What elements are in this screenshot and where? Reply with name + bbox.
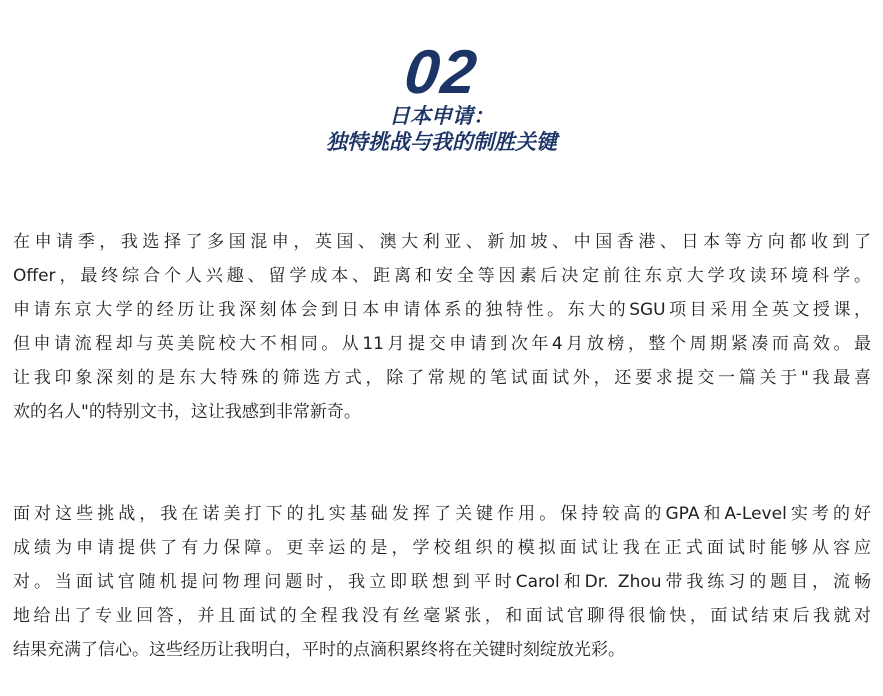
- paragraph-line: 在申请季，我选择了多国混申，英国、澳大利亚、新加坡、中国香港、日本等方向都收到了: [13, 232, 871, 252]
- paragraph-1: [13, 225, 871, 429]
- section-heading-line-2: 独特挑战与我的制胜关键: [326, 130, 557, 154]
- paragraph-line: 但申请流程却与英美院校大不相同。从11月提交申请到次年4月放榜，整个周期紧凑而高效。最: [13, 334, 871, 354]
- paragraph-line: 欢的名人"的特别文书，这让我感到非常新奇。: [13, 402, 361, 422]
- paragraph-line: Offer，最终综合个人兴趣、留学成本、距离和安全等因素后决定前往东京大学攻读环境科学。: [13, 266, 871, 286]
- paragraph-line: 结果充满了信心。这些经历让我明白，平时的点滴积累终将在关键时刻绽放光彩。: [13, 640, 625, 660]
- paragraph-line: 面对这些挑战，我在诺美打下的扎实基础发挥了关键作用。保持较高的GPA和A-Level实考的好: [13, 504, 871, 524]
- section-heading-line-1: 日本申请：: [389, 104, 494, 128]
- paragraph-line: 成绩为申请提供了有力保障。更幸运的是，学校组织的模拟面试让我在正式面试时能够从容应: [13, 538, 871, 558]
- paragraph-2: [13, 497, 871, 667]
- paragraph-line: 地给出了专业回答，并且面试的全程我没有丝毫紧张，和面试官聊得很愉快，面试结束后我就对: [13, 606, 871, 626]
- paragraph-line: 对。当面试官随机提问物理问题时，我立即联想到平时Carol和Dr. Zhou带我练习的题目，流畅: [13, 572, 871, 592]
- paragraph-line: 让我印象深刻的是东大特殊的筛选方式，除了常规的笔试面试外，还要求提交一篇关于"我最喜: [13, 368, 871, 388]
- paragraph-line: 申请东京大学的经历让我深刻体会到日本申请体系的独特性。东大的SGU项目采用全英文授课，: [13, 300, 871, 320]
- section-number: 02: [401, 38, 482, 107]
